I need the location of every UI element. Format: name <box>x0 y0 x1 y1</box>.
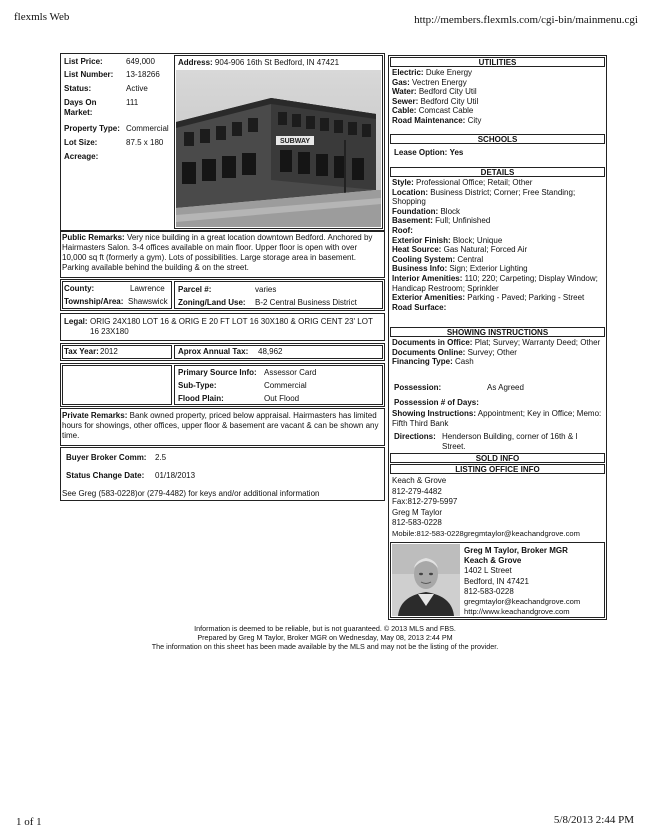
detail-label: Style: <box>392 178 414 187</box>
detail-label: Foundation: <box>392 206 439 216</box>
flood-plain-label: Flood Plain: <box>178 394 224 403</box>
public-remarks-text: Very nice building in a great location downtown Bedford. Anchored by Hairmasters Salon. 3-4 offices available on main floor. Upper floor is open with over 10,000 sq ft (formerly a gym). Lots of possibilities. Large storage area in basement. Parking available behind the building & on the street. <box>62 233 373 272</box>
property-photo <box>176 70 381 227</box>
listing-office-lines <box>392 476 606 539</box>
flood-plain-value: Out Flood <box>264 394 300 403</box>
agent-phone: 812-583-0228 <box>464 586 514 596</box>
detail-row <box>392 264 604 274</box>
sub-type-label: Sub-Type: <box>178 381 217 390</box>
footer-disclaimer <box>0 624 650 651</box>
financing-label: Financing Type: <box>392 357 453 367</box>
legal-value: ORIG 24X180 LOT 16 & ORIG E 20 FT LOT 16 30X180 & ORIG CENT 23' LOT 16 23X180 <box>90 317 373 336</box>
utility-row <box>392 87 604 97</box>
property-type-value: Commercial <box>126 124 169 133</box>
directions-label: Directions: <box>394 432 436 441</box>
utility-row <box>392 68 604 78</box>
utility-value: City <box>467 115 482 125</box>
detail-value: Sign; Exterior Lighting <box>449 264 528 274</box>
tax-year-value: 2012 <box>100 347 118 356</box>
utility-row <box>392 97 604 107</box>
lot-size-value: 87.5 x 180 <box>126 138 164 147</box>
agent-website-link[interactable]: http://www.keachandgrove.com <box>464 607 570 617</box>
showing-header: SHOWING INSTRUCTIONS <box>390 327 605 337</box>
schools-header: SCHOOLS <box>390 134 605 144</box>
details-list <box>392 178 604 312</box>
office-line: 812-583-0228 <box>392 518 442 527</box>
detail-row <box>392 236 604 246</box>
utility-row <box>392 106 604 116</box>
agent-city: Bedford, IN 47421 <box>464 576 529 586</box>
township-value: Shawswick <box>128 297 168 306</box>
private-remarks <box>62 411 383 441</box>
tax-year-label: Tax Year: <box>64 347 99 356</box>
annual-tax-label: Aprox Annual Tax: <box>178 347 249 356</box>
county-value: Lawrence <box>130 284 165 293</box>
list-number-value: 13-18266 <box>126 70 160 79</box>
detail-label: Location: <box>392 187 428 197</box>
list-price-value: 649,000 <box>126 57 155 66</box>
possession-label: Possession: <box>394 383 442 392</box>
showing-instructions-label: Showing Instructions: <box>392 409 476 418</box>
docs-office-value: Plat; Survey; Warranty Deed; Other <box>474 338 601 347</box>
showing-list <box>392 338 604 367</box>
address-value: 904-906 16th St Bedford, IN 47421 <box>214 58 340 67</box>
annual-tax-value: 48,962 <box>258 347 283 356</box>
buyer-broker-label: Buyer Broker Comm: <box>66 453 147 462</box>
detail-value: Professional Office; Retail; Other <box>416 178 533 187</box>
office-line: 812-279-4482 <box>392 486 442 496</box>
private-remarks-label: Private Remarks: <box>62 411 128 420</box>
detail-label: Basement: <box>392 216 433 226</box>
address-label: Address: <box>178 58 213 67</box>
detail-value: Central <box>457 254 484 264</box>
property-type-label: Property Type: <box>64 124 120 133</box>
address-line <box>178 58 339 68</box>
list-price-label: List Price: <box>64 57 103 66</box>
days-on-market-value: 111 <box>126 98 139 107</box>
lease-option-value: Yes <box>449 148 464 157</box>
primary-source-value: Assessor Card <box>264 368 317 377</box>
details-header: DETAILS <box>390 167 605 177</box>
sub-type-value: Commercial <box>264 381 307 390</box>
detail-value: Business District; Corner; Free Standing; Shopping <box>392 187 576 207</box>
office-line: Fax:812-279-5997 <box>392 497 458 506</box>
detail-value: Gas Natural; Forced Air <box>443 245 528 255</box>
possession-days-label: Possession # of Days: <box>394 398 479 407</box>
days-on-market-label: Days On Market: <box>64 98 97 117</box>
agent-portrait-image <box>392 544 460 616</box>
utilities-list <box>392 68 604 126</box>
detail-label: Exterior Amenities: <box>392 293 466 303</box>
buyer-broker-value: 2.5 <box>155 453 167 462</box>
primary-source-label: Primary Source Info: <box>178 368 257 377</box>
showing-instructions-value: Appointment; Key in Office; Memo: Fifth Third Bank <box>392 409 602 428</box>
detail-row <box>392 226 604 236</box>
disclaimer-text: Information is deemed to be reliable, but is not guaranteed. © 2013 MLS and FBS. <box>194 624 456 633</box>
agent-email-link[interactable]: gregmtaylor@keachandgrove.com <box>464 597 581 607</box>
sold-info-header: SOLD INFO <box>390 453 605 463</box>
detail-value: Parking - Paved; Parking - Street <box>467 293 585 303</box>
agent-name: Greg M Taylor, Broker MGR <box>464 546 568 555</box>
utility-value: Comcast Cable <box>418 106 474 116</box>
detail-label: Business Info: <box>392 264 448 274</box>
financing-value: Cash <box>454 357 474 367</box>
utility-row <box>392 116 604 126</box>
detail-label: Roof: <box>392 225 413 235</box>
status-label: Status: <box>64 84 92 93</box>
print-timestamp: 5/8/2013 2:44 PM <box>553 814 634 826</box>
detail-value: 110; 220; Carpeting; Display Window; Handicap Restroom; Sprinkler <box>392 273 598 293</box>
agent-office: Keach & Grove <box>464 556 522 566</box>
docs-online-label: Documents Online: <box>392 347 466 357</box>
detail-label: Road Surface: <box>392 302 447 312</box>
acreage-label: Acreage: <box>64 152 99 161</box>
detail-value: Block <box>440 206 461 216</box>
lease-option-label: Lease Option: <box>394 148 448 157</box>
possession-value: As Agreed <box>487 383 524 392</box>
utility-label: Electric: <box>392 68 424 77</box>
utility-label: Water: <box>392 87 417 97</box>
utility-value: Bedford City Util <box>420 96 479 106</box>
detail-row <box>392 216 604 226</box>
utility-label: Sewer: <box>392 96 419 106</box>
office-line: Keach & Grove <box>392 476 447 485</box>
detail-row <box>392 293 604 303</box>
utility-value: Duke Energy <box>425 68 473 77</box>
township-label: Township/Area: <box>64 297 124 306</box>
private-remarks-text: Bank owned property, priced below appraisal. Hairmasters has limited hours for showings, other offices, upper floor & basement are vacant & can be shown any time. <box>62 411 379 440</box>
parcel-value: varies <box>255 285 277 294</box>
mls-note-text: The information on this sheet has been made available by the MLS and may not be the listing of the provider. <box>151 642 499 651</box>
public-remarks-label: Public Remarks: <box>62 233 125 242</box>
detail-value: Block; Unique <box>452 235 503 245</box>
contact-note: See Greg (583-0228)or (279-4482) for keys and/or additional information <box>62 489 320 498</box>
agent-street: 1402 L Street <box>464 566 512 576</box>
prepared-by-text: Prepared by Greg M Taylor, Broker MGR on Wednesday, May 08, 2013 2:44 PM <box>197 633 453 642</box>
detail-row <box>392 245 604 255</box>
zoning-label: Zoning/Land Use: <box>178 298 246 307</box>
directions-value: Henderson Building, corner of 16th & I Street. <box>442 432 578 451</box>
detail-row <box>392 255 604 265</box>
page-count: 1 of 1 <box>16 816 42 828</box>
zoning-value: B-2 Central Business District <box>255 298 357 307</box>
agent-details <box>464 546 605 617</box>
utilities-header: UTILITIES <box>390 57 605 67</box>
status-value: Active <box>126 84 148 93</box>
agent-photo <box>392 544 460 616</box>
detail-row <box>392 207 604 217</box>
office-line: Greg M Taylor <box>392 507 443 517</box>
docs-office-label: Documents in Office: <box>392 338 473 347</box>
lease-option <box>394 148 604 158</box>
utility-value: Vectren Energy <box>412 77 467 87</box>
list-number-label: List Number: <box>64 70 114 79</box>
docs-online-value: Survey; Other <box>467 347 517 357</box>
utility-label: Road Maintenance: <box>392 115 466 125</box>
detail-label: Heat Source: <box>392 245 442 255</box>
detail-row <box>392 178 604 188</box>
utility-label: Cable: <box>392 106 417 116</box>
print-header-title: flexmls Web <box>14 11 70 23</box>
building-photo-image <box>176 70 381 227</box>
print-header-url: http://members.flexmls.com/cgi-bin/mainmenu.cgi <box>414 14 638 26</box>
public-remarks <box>62 233 383 273</box>
utility-value: Bedford City Util <box>418 87 477 97</box>
legal-label: Legal: <box>64 317 88 326</box>
detail-row <box>392 274 604 293</box>
lot-size-label: Lot Size: <box>64 138 98 147</box>
status-change-label: Status Change Date: <box>66 471 145 480</box>
source-empty-box <box>62 365 172 405</box>
county-label: County: <box>64 284 95 293</box>
detail-label: Exterior Finish: <box>392 235 451 245</box>
office-line: Mobile:812-583-0228gregmtaylor@keachandgrove.com <box>392 528 580 538</box>
detail-row <box>392 188 604 207</box>
utility-row <box>392 78 604 88</box>
utility-label: Gas: <box>392 77 410 87</box>
status-change-value: 01/18/2013 <box>155 471 196 480</box>
detail-row <box>392 303 604 313</box>
detail-value: Full; Unfinished <box>435 216 491 226</box>
photo-store-sign: SUBWAY <box>279 138 311 145</box>
parcel-label: Parcel #: <box>178 285 212 294</box>
detail-label: Interior Amenities: <box>392 273 463 283</box>
showing-instructions <box>392 409 604 428</box>
listing-office-header: LISTING OFFICE INFO <box>390 464 605 474</box>
detail-label: Cooling System: <box>392 254 456 264</box>
